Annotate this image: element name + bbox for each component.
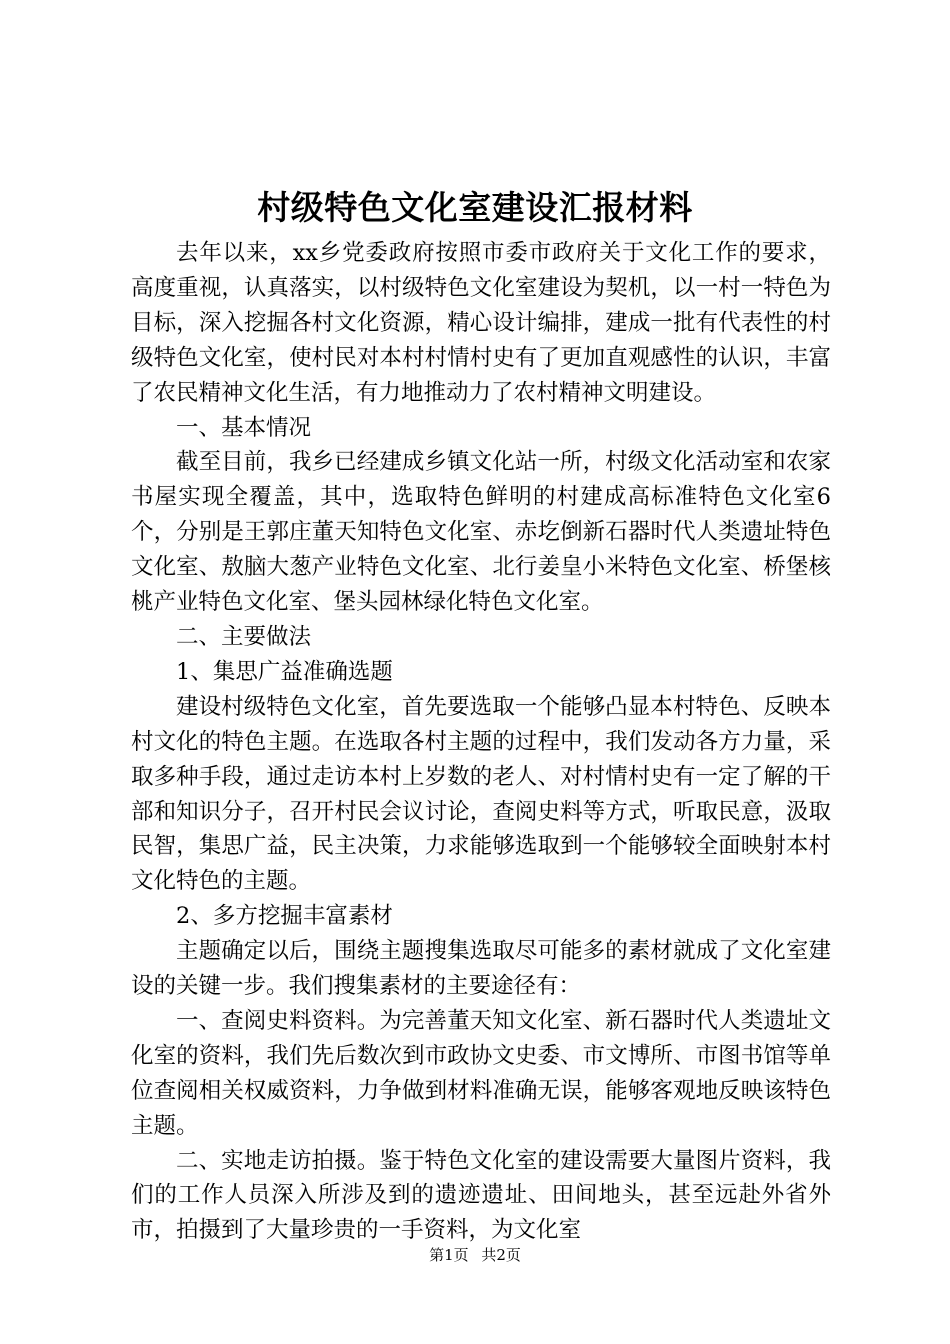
subheading-material-collection: 2、多方挖掘丰富素材 [176,903,393,930]
paragraph-material-collection: 主题确定以后，围绕主题搜集选取尽可能多的素材就成了文化室建设的关键一步。我们搜集素材的主要途径有： [131,938,831,1000]
paragraph-historical-research: 一、查阅史料资料。为完善董天知文化室、新石器时代人类遗址文化室的资料，我们先后数次到市政协文史委、市文博所、市图书馆等单位查阅相关权威资料，力争做到材料准确无误，能够客观地反映该特色主题。 [131,1007,831,1139]
document-body [131,236,831,1248]
paragraph-field-photography: 二、实地走访拍摄。鉴于特色文化室的建设需要大量图片资料，我们的工作人员深入所涉及到的遗迹遗址、田间地头，甚至远赴外省外市，拍摄到了大量珍贵的一手资料，为文化室 [131,1147,831,1244]
paragraph-topic-selection: 建设村级特色文化室，首先要选取一个能够凸显本村特色、反映本村文化的特色主题。在选取各村主题的过程中，我们发动各方力量，采取多种手段，通过走访本村上岁数的老人、对村情村史有一定了解的干部和知识分子，召开村民会议讨论，查阅史料等方式，听取民意，汲取民智，集思广益，民主决策，力求能够选取到一个能够较全面映射本村文化特色的主题。 [131,693,831,895]
page-number-current: 第1页 [429,1246,469,1264]
paragraph-intro: 去年以来，xx乡党委政府按照市委市政府关于文化工作的要求，高度重视，认真落实，以村级特色文化室建设为契机，以一村一特色为目标，深入挖掘各村文化资源，精心设计编排，建成一批有代表性的村级特色文化室，使村民对本村村情村史有了更加直观感性的认识，丰富了农民精神文化生活，有力地推动力了农村精神文明建设。 [131,240,831,406]
page-footer [0,1245,950,1265]
document-title: 村级特色文化室建设汇报材料 [257,188,693,227]
section-heading-basic-situation: 一、基本情况 [176,414,312,441]
paragraph-basic-situation: 截至目前，我乡已经建成乡镇文化站一所，村级文化活动室和农家书屋实现全覆盖，其中，选取特色鲜明的村建成高标准特色文化室6个，分别是王郭庄董天知特色文化室、赤圪倒新石器时代人类遗址特色文化室、敖脑大葱产业特色文化室、北行姜皇小米特色文化室、桥堡核桃产业特色文化室、堡头园林绿化特色文化室。 [131,449,831,616]
subheading-topic-selection: 1、集思广益准确选题 [176,658,393,685]
section-heading-main-methods: 二、主要做法 [176,623,312,650]
page-number-total: 共2页 [481,1246,521,1264]
